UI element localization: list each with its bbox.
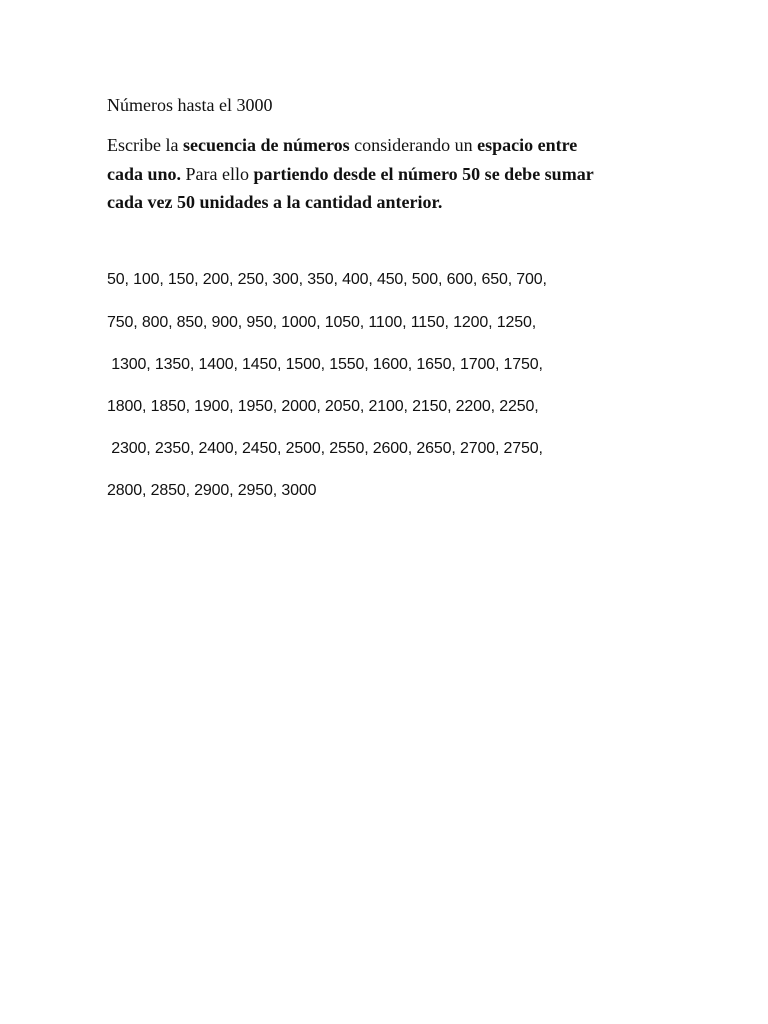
- instructions-paragraph: [107, 131, 667, 217]
- instructions-emphasis: cada uno.: [107, 163, 182, 184]
- instructions-line-1: [107, 131, 667, 160]
- sequence-line: 750, 800, 850, 900, 950, 1000, 1050, 1100, 1150, 1200, 1250,: [107, 314, 537, 331]
- sequence-line: 2300, 2350, 2400, 2450, 2500, 2550, 2600, 2650, 2700, 2750,: [107, 440, 543, 457]
- instructions-text: Para ello: [181, 163, 254, 184]
- instructions-line-3: [107, 188, 667, 217]
- instructions-emphasis: secuencia de números: [182, 135, 350, 155]
- instructions-text: considerando un: [349, 135, 478, 155]
- instructions-emphasis: espacio entre: [477, 135, 578, 155]
- instructions-line-2: [107, 160, 667, 189]
- sequence-line: 1300, 1350, 1400, 1450, 1500, 1550, 1600, 1650, 1700, 1750,: [107, 356, 543, 373]
- sequence-line: 2800, 2850, 2900, 2950, 3000: [107, 482, 317, 499]
- document-title: Números hasta el 3000: [107, 95, 273, 115]
- instructions-text: Escribe la: [107, 135, 183, 155]
- sequence-line: 50, 100, 150, 200, 250, 300, 350, 400, 450, 500, 600, 650, 700,: [107, 271, 547, 288]
- sequence-line: 1800, 1850, 1900, 1950, 2000, 2050, 2100, 2150, 2200, 2250,: [107, 398, 539, 415]
- instructions-emphasis: partiendo desde el número 50 se debe sumar: [253, 163, 594, 184]
- instructions-emphasis: cada vez 50 unidades a la cantidad anterior.: [107, 192, 443, 212]
